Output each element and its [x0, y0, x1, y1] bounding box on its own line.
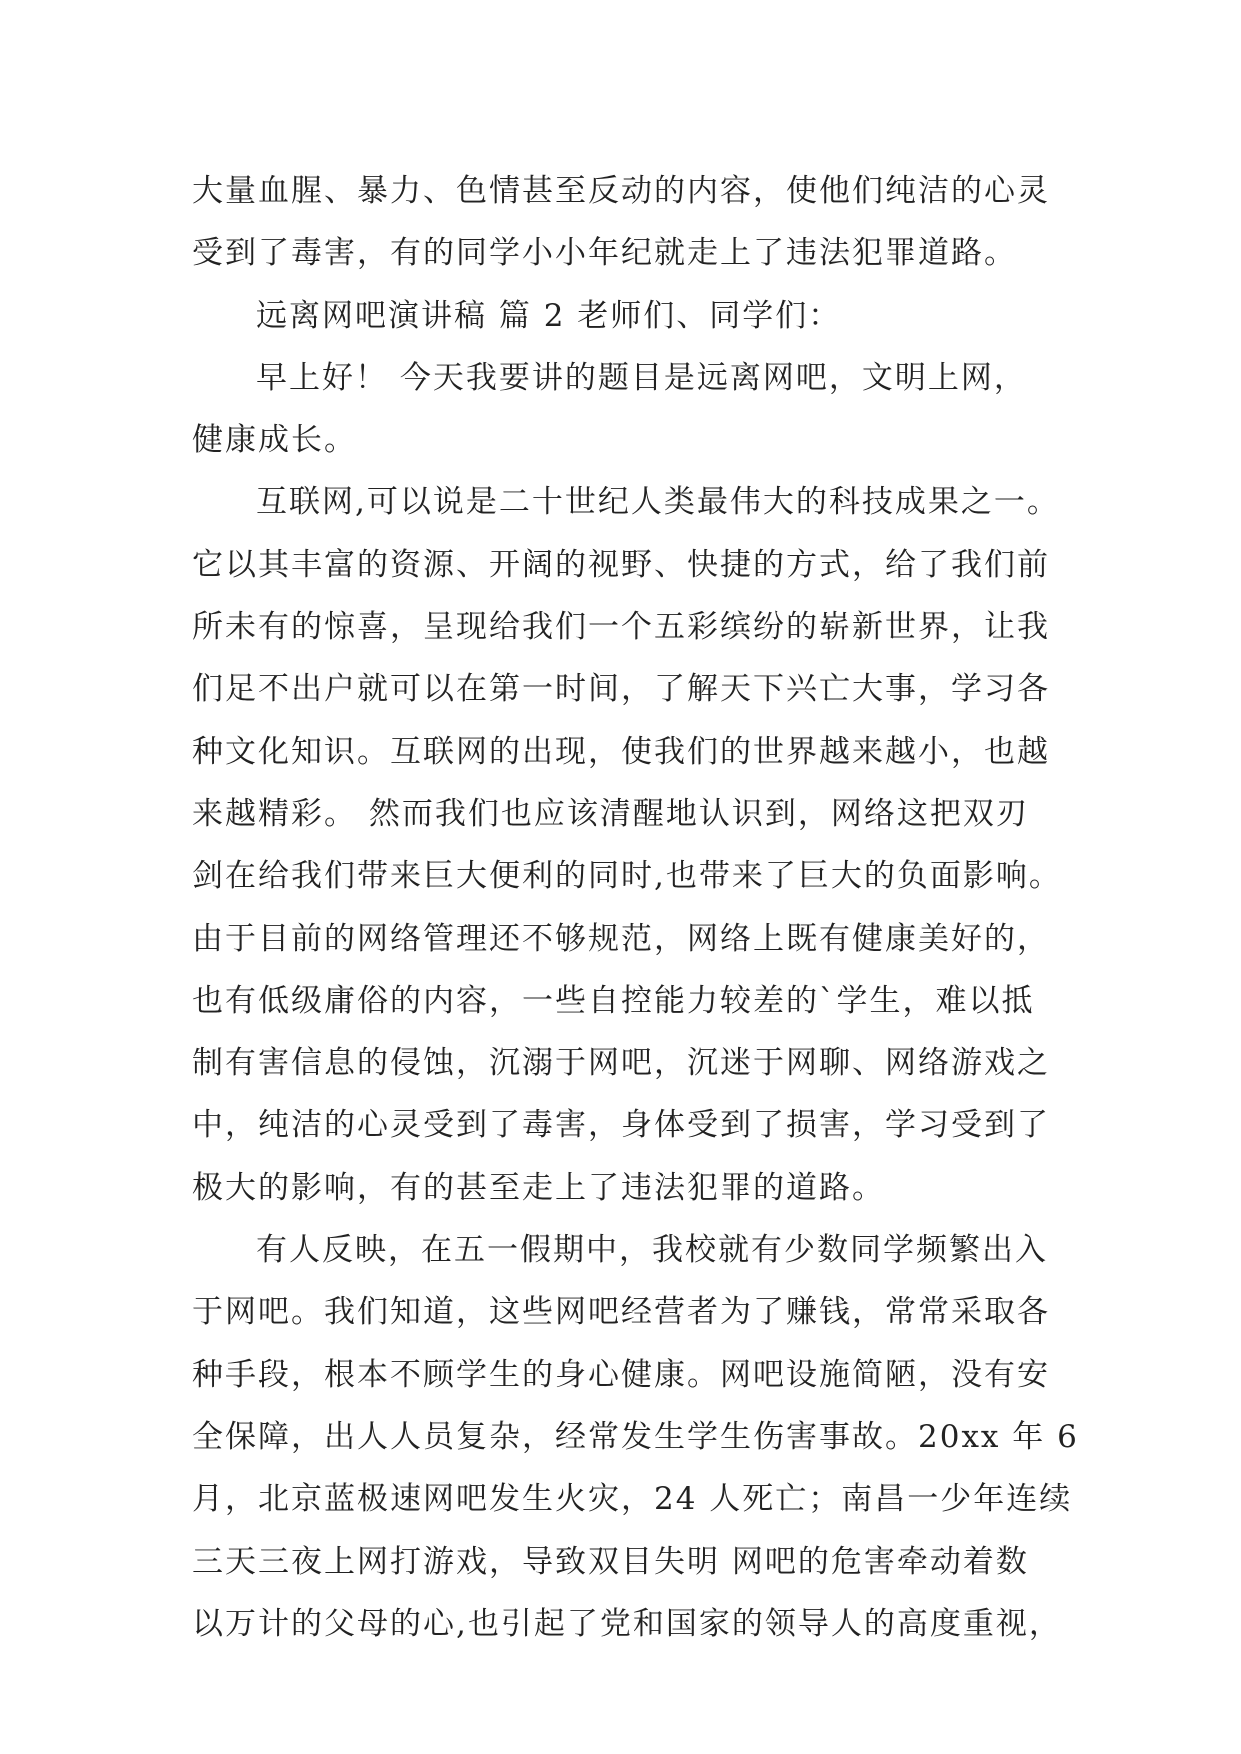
text-line: 月，北京蓝极速网吧发生火灾，24 人死亡；南昌一少年连续	[192, 1481, 1073, 1518]
text-line: 剑在给我们带来巨大便利的同时,也带来了巨大的负面影响。	[192, 858, 1062, 895]
text-line: 极大的影响，有的甚至走上了违法犯罪的道路。	[192, 1169, 885, 1206]
text-line: 三天三夜上网打游戏，导致双目失明 网吧的危害牵动着数	[192, 1543, 1029, 1580]
text-line: 由于目前的网络管理还不够规范，网络上既有健康美好的，	[192, 920, 1050, 957]
text-line: 所未有的惊喜，呈现给我们一个五彩缤纷的崭新世界，让我	[192, 609, 1050, 646]
text-line: 受到了毒害，有的同学小小年纪就走上了违法犯罪道路。	[192, 235, 1017, 272]
document-body	[192, 160, 1079, 1655]
text-line: 种文化知识。互联网的出现，使我们的世界越来越小，也越	[192, 733, 1050, 770]
text-line: 于网吧。我们知道，这些网吧经营者为了赚钱，常常采取各	[192, 1294, 1050, 1331]
text-line: 全保障，出人人员复杂，经常发生学生伤害事故。20xx 年 6	[192, 1418, 1079, 1455]
text-line: 也有低级庸俗的内容，一些自控能力较差的`学生，难以抵	[192, 982, 1035, 1019]
paragraph-start: 有人反映，在五一假期中，我校就有少数同学频繁出入	[256, 1232, 1048, 1269]
text-line: 制有害信息的侵蚀，沉溺于网吧，沉迷于网聊、网络游戏之	[192, 1045, 1050, 1082]
text-line: 大量血腥、暴力、色情甚至反动的内容，使他们纯洁的心灵	[192, 173, 1050, 209]
text-line: 们足不出户就可以在第一时间，了解天下兴亡大事，学习各	[192, 671, 1050, 708]
paragraph-start: 互联网,可以说是二十世纪人类最伟大的科技成果之一。	[256, 484, 1060, 521]
text-line: 中，纯洁的心灵受到了毒害，身体受到了损害，学习受到了	[192, 1107, 1050, 1144]
text-line: 种手段，根本不顾学生的身心健康。网吧设施简陋，没有安	[192, 1356, 1050, 1393]
text-line: 健康成长。	[192, 422, 357, 459]
greeting-line: 早上好！ 今天我要讲的题目是远离网吧，文明上网，	[256, 359, 1027, 396]
section-heading: 远离网吧演讲稿 篇 2 老师们、同学们：	[256, 297, 842, 334]
text-line: 来越精彩。 然而我们也应该清醒地认识到，网络这把双刃	[192, 795, 1029, 832]
text-line: 它以其丰富的资源、开阔的视野、快捷的方式，给了我们前	[192, 546, 1050, 583]
text-line: 以万计的父母的心,也引起了党和国家的领导人的高度重视，	[192, 1605, 1062, 1642]
